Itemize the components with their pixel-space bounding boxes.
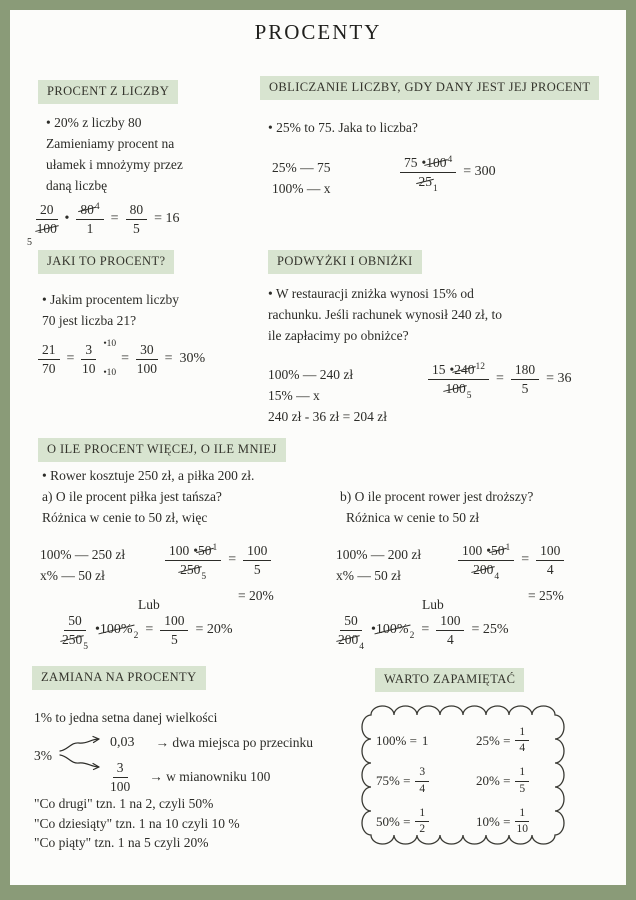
times-term [371,622,415,642]
section-header-obliczanie-liczby: OBLICZANIE LICZBY, GDY DANY JEST JEJ PROCENT [260,76,599,100]
struck-number: 100% [375,622,409,638]
page-title: PROCENTY [254,20,382,44]
section-header-jaki-to-procent: JAKI TO PROCENT? [38,250,174,274]
sup-annotation: 1 [505,543,511,553]
fraction [243,543,271,577]
text-line: 70 jest liczba 21? [42,312,137,328]
fraction [160,613,188,647]
struck-number: 100 [426,155,447,170]
percent-fact [476,726,558,755]
sub-annotation: 4 [494,571,500,582]
denominator: 10 [516,823,529,836]
numerator: 100 [160,613,188,631]
denominator: 1 [86,220,94,236]
numerator: 1 [415,807,429,822]
fraction [76,202,103,236]
numerator: 21 [38,342,60,360]
quote-line: "Co drugi" tzn. 1 na 2, czyli 50% [34,796,214,811]
s3-bullet: • Jakim procentem liczby [42,292,180,307]
s2-bullet: • 25% to 75. Jaka to liczba? [268,120,418,135]
equals-sign: = [164,351,173,367]
denominator: 5 [519,782,526,795]
percent-fact [376,726,476,755]
denominator [445,380,472,401]
denominator: 4 [546,561,554,577]
numerator: 3 [415,766,429,781]
s2-math-row [400,155,496,194]
percent-fact [376,766,476,795]
section-header-o-ile-procent: O ILE PROCENT WIĘCEJ, O ILE MNIEJ [38,438,286,462]
fraction [515,766,529,795]
decimal-value: 0,03 [110,735,135,751]
struck-number: 80 [80,202,94,217]
denominator: 100 [136,360,157,376]
denominator: 70 [42,360,56,376]
s5-left-math1 [165,543,271,582]
struck-number: 250 [62,631,83,647]
fraction [458,543,514,582]
sup-annotation: 12 [475,362,485,372]
sub-annotation: 2 [409,631,415,642]
denominator [180,561,207,582]
equals-sign: = [66,351,75,367]
quote-line: "Co dziesiąty" tzn. 1 na 10 czyli 10 % [34,815,240,831]
sub-annotation: 5 [201,571,207,582]
struck-number: 50 [490,543,505,558]
s5-left-math1-result: = 20% [238,588,274,603]
fact-label: 50% = [376,813,411,829]
math-result: = 20% [195,622,233,638]
math-result: = 36 [546,371,572,387]
fraction [436,613,464,647]
s5-left-question: a) O ile procent piłka jest tańsza? [42,489,222,504]
fraction-note: → w mianowniku 100 [149,768,271,784]
math-number: 100 [169,543,190,558]
denominator [338,631,364,652]
percent-fact [476,807,558,836]
numerator: 100 [436,613,464,631]
section-header-warto-zapamietac: WARTO ZAPAMIĘTAĆ [375,668,524,692]
numerator: 1 [515,807,529,822]
sub-annotation: 2 [133,631,139,642]
math-result: 30% [179,351,206,367]
cloud-grid [376,726,558,836]
s6-quotes [34,794,240,853]
s4-rows [268,365,387,428]
numerator [428,362,489,380]
fraction [126,202,148,236]
fraction [415,766,429,795]
s1-text-block [46,113,183,197]
text-line: rachunku. Jeśli rachunek wynosił 240 zł, to [268,306,502,322]
fact-value: 1 [421,732,429,748]
decimal-note: → dwa miejsca po przecinku [155,735,313,750]
denominator [62,631,88,652]
struck-number: 200 [473,561,494,577]
times-dot: • [193,543,198,558]
numerator [458,543,514,561]
s6-row-decimal [110,733,313,754]
fact-label: 20% = [476,773,511,789]
math-number: 15 [432,362,446,377]
denominator: 4 [519,742,526,755]
numerator: 50 [340,613,362,631]
s5-left-math2 [62,613,233,652]
fraction [165,543,221,582]
fraction [428,362,489,401]
times-dot: • [371,622,376,638]
proportion-line: 15% — x [268,387,320,403]
denominator [473,561,500,582]
fact-label: 10% = [476,813,511,829]
denominator [37,220,57,237]
denominator: 4 [419,782,426,795]
fraction [415,807,429,836]
sub-annotation: •10 [103,368,117,379]
math-number: 100 [462,543,483,558]
struck-number: 100% [99,622,133,638]
s2-rows [272,158,331,200]
equals-sign: = [495,371,504,387]
fraction [27,202,58,248]
proportion-line: 25% — 75 [272,160,331,175]
s1-bullet: • 20% z liczby 80 [46,115,142,130]
times-dot: • [449,362,455,377]
math-result: = 300 [463,164,496,180]
s4-math-row [428,362,572,401]
equals-sign: = [145,622,154,638]
denominator: 4 [446,631,454,647]
struck-number: 25 [418,173,432,189]
times-term [95,622,139,642]
denominator: 2 [419,823,426,836]
numerator: 180 [511,362,539,380]
proportion-line: x% — 50 zł [40,567,105,583]
fraction [400,155,456,194]
s1-math-row [27,202,180,248]
fraction [136,342,158,376]
s4-text-block [268,284,502,347]
equals-sign: = [521,552,530,568]
sub-annotation: 4 [359,641,364,652]
section-header-zamiana-na-procenty: ZAMIANA NA PROCENTY [32,666,206,690]
text-line: ile zapłacimy po obniżce? [268,327,409,343]
text-line: ułamek i mnożymy przez [46,156,183,172]
sub-annotation: 5 [83,641,88,652]
times-dot: • [486,543,491,558]
math-result: = 16 [154,211,180,227]
numerator: 50 [64,613,86,631]
s6-row-fraction [110,760,270,794]
s5-right-question: b) O ile procent rower jest droższy? [340,489,534,504]
numerator: 20 [36,202,58,220]
denominator: 10 [82,360,96,376]
percent-fact [476,766,558,795]
sub-annotation: 1 [432,183,438,194]
equals-sign: = [121,351,130,367]
struck-number: 50 [197,543,212,558]
fact-label: 75% = [376,773,411,789]
numerator: 1 [515,766,529,781]
fraction [81,339,117,379]
s5-right-rows [336,545,421,587]
numerator: 100 [536,543,564,561]
struck-number: 100 [445,380,466,396]
s5-left-note: Różnica w cenie to 50 zł, więc [42,510,208,525]
equals-sign: = [228,552,237,568]
equals-sign: = [421,622,430,638]
struck-number: 240 [454,362,475,377]
fraction [515,726,529,755]
numerator: 100 [243,543,271,561]
equals-sign: = [110,211,119,227]
text-line: Zamieniamy procent na [46,135,175,151]
proportion-line: 100% — 200 zł [336,547,422,562]
numerator [400,155,456,173]
numerator [165,543,221,561]
branch-arrows-icon [58,726,106,783]
s5-right-note: Różnica w cenie to 50 zł [346,510,480,525]
denominator: 5 [170,631,178,647]
numerator: 3 [81,342,96,360]
proportion-line: 240 zł - 36 zł = 204 zł [268,408,387,424]
fraction [511,362,539,396]
numerator: 80 [126,202,148,220]
times-dot: • [95,622,100,638]
sup-annotation: •10 [103,339,117,349]
times-dot: • [421,155,427,170]
fraction [38,342,60,376]
percent-fact [376,807,476,836]
section-header-podwyzki-i-obnizki: PODWYŻKI I OBNIŻKI [268,250,422,274]
proportion-line: 100% — 250 zł [40,547,126,562]
s5-left-rows [40,545,125,587]
s5-right-math1-result: = 25% [528,588,564,603]
sub-annotation: 5 [27,236,32,248]
times-dot: • [64,211,70,227]
math-result: = 25% [471,622,509,638]
numerator: 3 [113,760,128,778]
denominator: 5 [132,220,140,236]
struck-number: 250 [180,561,201,577]
proportion-line: 100% — 240 zł [268,367,354,382]
fraction [62,613,88,652]
sup-annotation: 1 [212,543,218,553]
s3-text-block [42,290,179,332]
s6-intro: 1% to jedna setna danej wielkości [34,710,218,725]
s5-right-lub: Lub [422,597,444,612]
sub-annotation: 5 [466,390,472,401]
struck-number: 100 [36,220,57,236]
fraction [536,543,564,577]
s5-right-math1 [458,543,564,582]
fraction [110,760,130,794]
struck-number: 200 [338,631,359,647]
cloud-box [360,704,566,846]
s6-percent-label: 3% [34,748,52,763]
s5-left-lub: Lub [138,597,160,612]
sup-annotation: 4 [94,202,100,212]
denominator: 100 [110,778,131,794]
proportion-line: 100% — x [272,180,331,196]
numerator: 30 [136,342,158,360]
proportion-line: x% — 50 zł [336,567,401,583]
denominator [418,173,438,194]
s5-right-math2 [338,613,509,652]
math-number: 75 [404,155,418,170]
s5-bullet: • Rower kosztuje 250 zł, a piłka 200 zł. [42,468,255,483]
text-line: daną liczbę [46,177,108,193]
sup-annotation: 4 [447,155,453,165]
fact-label: 25% = [476,732,511,748]
s4-bullet: • W restauracji zniżka wynosi 15% od [268,286,474,301]
fraction [515,807,529,836]
fraction [338,613,364,652]
s3-math-row [38,339,206,379]
quote-line: "Co piąty" tzn. 1 na 5 czyli 20% [34,835,209,851]
section-header-procent-z-liczby: PROCENT Z LICZBY [38,80,178,104]
fact-label: 100% = [376,732,417,748]
denominator: 5 [253,561,261,577]
denominator: 5 [521,380,529,396]
numerator: 1 [515,726,529,741]
numerator [76,202,103,220]
